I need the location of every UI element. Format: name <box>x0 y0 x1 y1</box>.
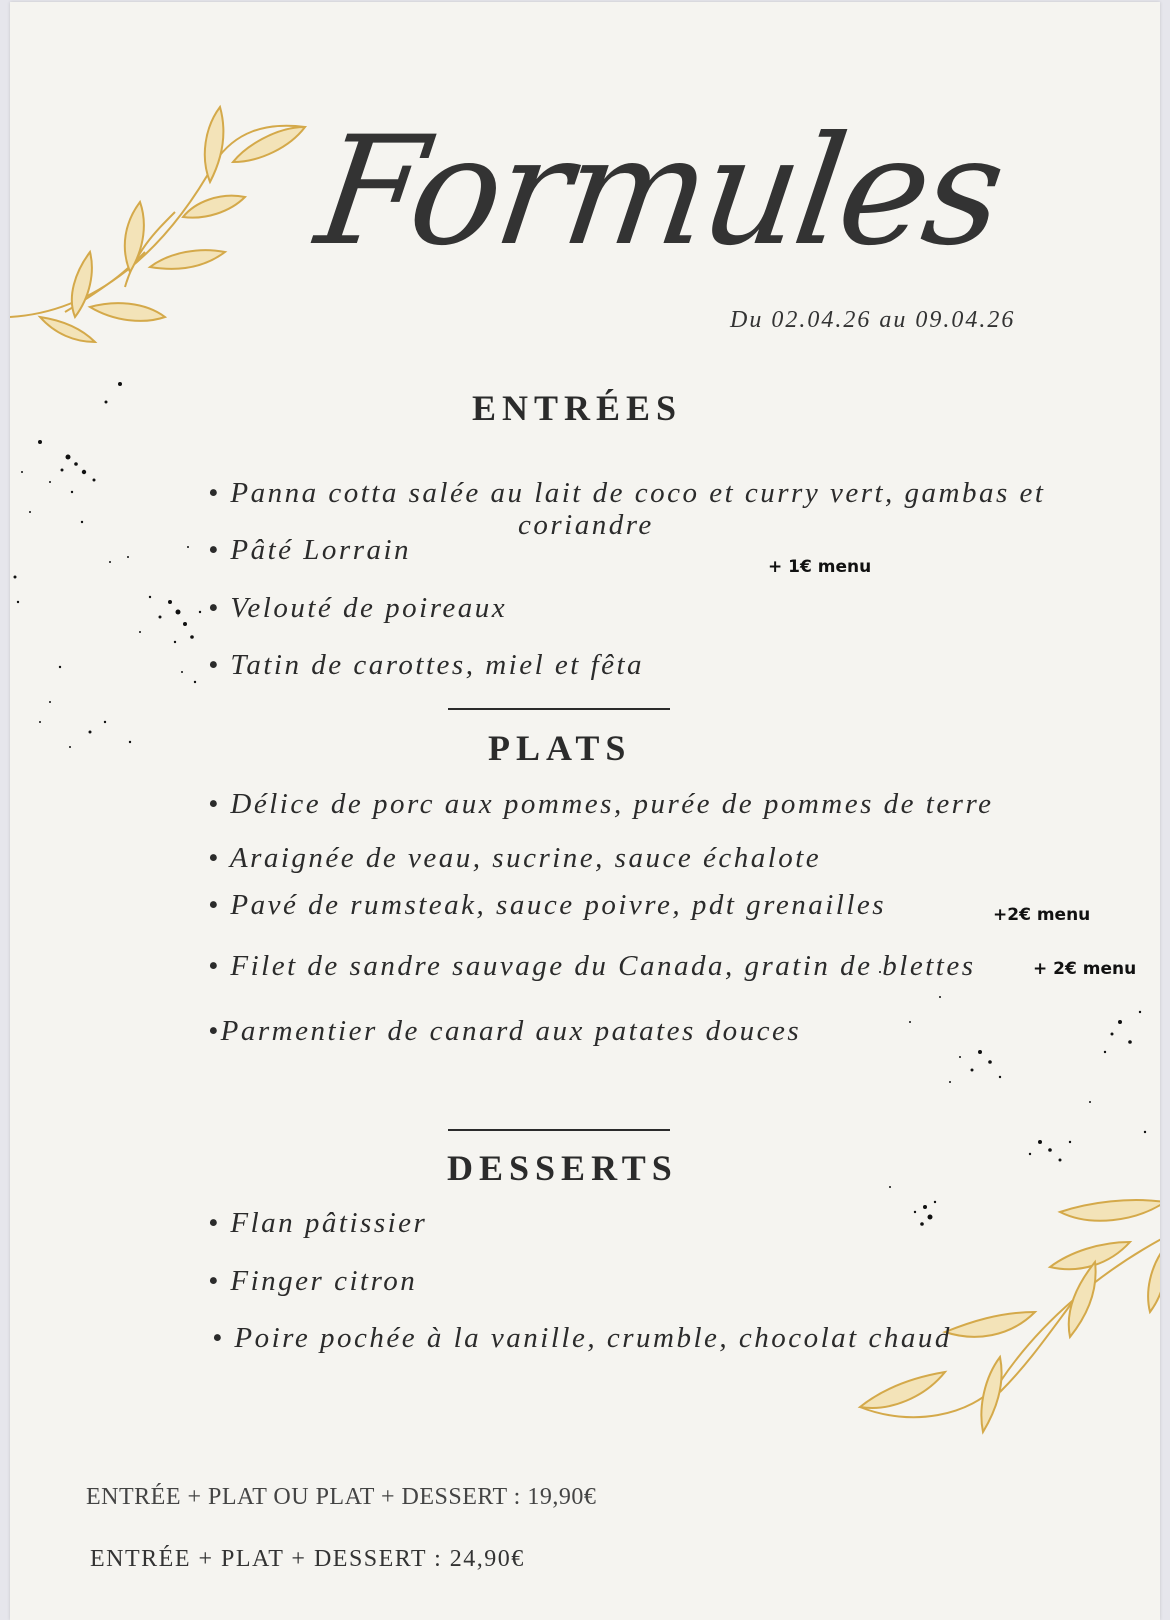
gold-leaf-branch-icon <box>10 102 325 362</box>
menu-sheet <box>10 2 1160 1620</box>
entree-item: • Tatin de carottes, miel et fêta <box>208 649 645 681</box>
section-divider <box>448 1129 670 1131</box>
entree-item: • Pâté Lorrain <box>208 534 412 566</box>
plat-item: • Délice de porc aux pommes, purée de pommes de terre <box>208 788 994 820</box>
price-formula-three-courses: ENTRÉE + PLAT + DESSERT : 24,90€ <box>90 1546 525 1572</box>
price-formula-two-courses: ENTRÉE + PLAT OU PLAT + DESSERT : 19,90€ <box>86 1484 597 1510</box>
entree-supplement-note: + 1€ menu <box>768 557 872 577</box>
ink-splatter-icon <box>10 372 220 792</box>
section-divider <box>448 708 670 710</box>
dessert-item: • Poire pochée à la vanille, crumble, chocolat chaud <box>212 1322 952 1354</box>
date-range: Du 02.04.26 au 09.04.26 <box>730 307 1016 333</box>
section-heading-entrees: ENTRÉES <box>472 388 683 428</box>
plat-item: •Parmentier de canard aux patates douces <box>208 1015 802 1047</box>
plat-supplement-note: + 2€ menu <box>1033 959 1137 979</box>
plat-item: • Pavé de rumsteak, sauce poivre, pdt grenailles <box>208 889 887 921</box>
dessert-item: • Finger citron <box>208 1265 418 1297</box>
section-heading-plats: PLATS <box>488 728 632 768</box>
page-title: Formules <box>307 105 1011 279</box>
entree-item-text-continued: coriandre <box>518 509 654 541</box>
dessert-item: • Flan pâtissier <box>208 1207 428 1239</box>
entree-item: • Velouté de poireaux <box>208 592 508 624</box>
plat-item: • Filet de sandre sauvage du Canada, gratin de blettes <box>208 950 976 982</box>
plat-item: • Araignée de veau, sucrine, sauce échalote <box>208 842 822 874</box>
entree-item-text: • Panna cotta salée au lait de coco et curry vert, gambas et <box>208 477 1046 509</box>
entree-item <box>208 477 1108 541</box>
plat-supplement-note: +2€ menu <box>993 905 1091 925</box>
section-heading-desserts: DESSERTS <box>447 1148 678 1188</box>
ink-splatter-icon <box>850 962 1160 1282</box>
